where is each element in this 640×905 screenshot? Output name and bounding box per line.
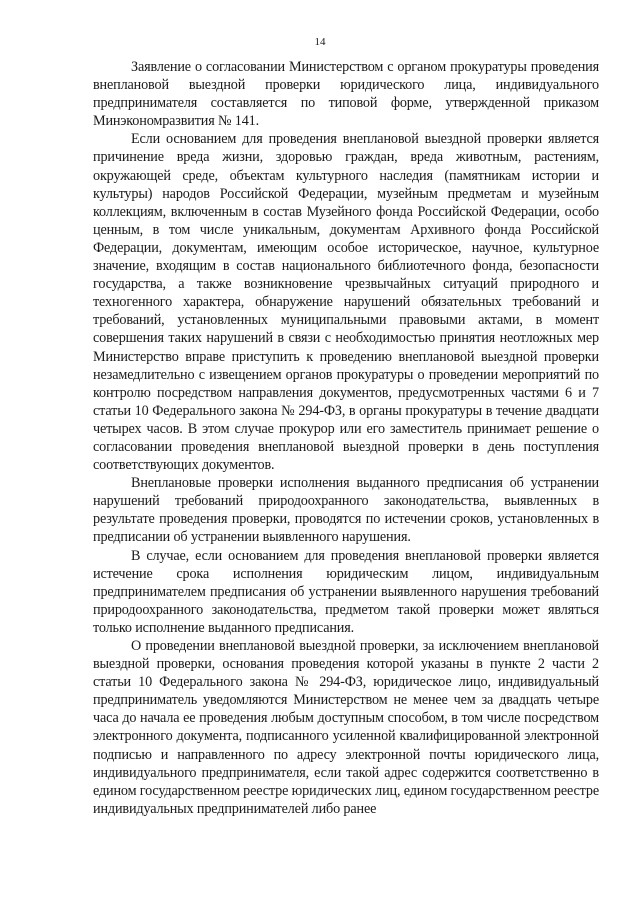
paragraph-order-execution-checks: Внеплановые проверки исполнения выданного предписания об устранении нарушений требований природоохранного законодательства, выявленных в результате проведения проверки, проводятся по истечении сроков, установленных в предписании об устранении выявленного нарушения. bbox=[93, 475, 599, 546]
document-body bbox=[93, 58, 599, 818]
paragraph-notification: О проведении внеплановой выездной проверки, за исключением внеплановой выездной проверки, основания проведения которой указаны в пункте 2 части 2 статьи 10 Федерального закона № 294-ФЗ, юридическое лицо, индивидуальный предприниматель уведомляются Министерством не менее чем за двадцать четыре часа до начала ее проведения любым доступным способом, в том числе посредством электронного документа, подписанного усиленной квалифицированной электронной подписью и направленного по адресу электронной почты юридического лица, индивидуального предпринимателя, если такой адрес содержится соответственно в едином государственном реестре юридических лиц, едином государственном реестре индивидуальных предпринимателей либо ранее bbox=[93, 638, 599, 817]
paragraph-inspection-subject: В случае, если основанием для проведения внеплановой проверки является истечение срока исполнения юридическим лицом, индивидуальным предпринимателем предписания об устранении выявленного нарушения требований природоохранного законодательства, предметом такой проверки может являться только исполнение выданного предписания. bbox=[93, 547, 599, 636]
paragraph-approval-application: Заявление о согласовании Министерством с органом прокуратуры проведения внеплановой выездной проверки юридического лица, индивидуального предпринимателя составляется по типовой форме, утвержденной приказом Минэкономразвития № 141. bbox=[93, 59, 599, 130]
paragraph-urgent-inspection-grounds: Если основанием для проведения внеплановой выездной проверки является причинение вреда жизни, здоровью граждан, вреда животным, растениям, окружающей среде, объектам культурного наследия (памятникам истории и культуры) народов Российской Федерации, музейным предметам и музейным коллекциям, включенным в состав Музейного фонда Российской Федерации, особо ценным, в том числе уникальным, документам Архивного фонда Российской Федерации, документам, имеющим особое историческое, научное, культурное значение, входящим в состав национального библиотечного фонда, безопасности государства, а также возникновение чрезвычайных ситуаций природного и техногенного характера, обнаружение нарушений обязательных требований и требований, установленных муниципальными правовыми актами, в момент совершения таких нарушений в связи с необходимостью принятия неотложных мер Министерство вправе приступить к проведению внеплановой выездной проверки незамедлительно с извещением органов прокуратуры о проведении мероприятий по контролю посредством направления документов, предусмотренных частями 6 и 7 статьи 10 Федерального закона № 294-ФЗ, в органы прокуратуры в течение двадцати четырех часов. В этом случае прокурор или его заместитель принимает решение о согласовании проведения внеплановой выездной проверки в день поступления соответствующих документов. bbox=[93, 131, 599, 474]
page-number: 14 bbox=[314, 36, 326, 48]
